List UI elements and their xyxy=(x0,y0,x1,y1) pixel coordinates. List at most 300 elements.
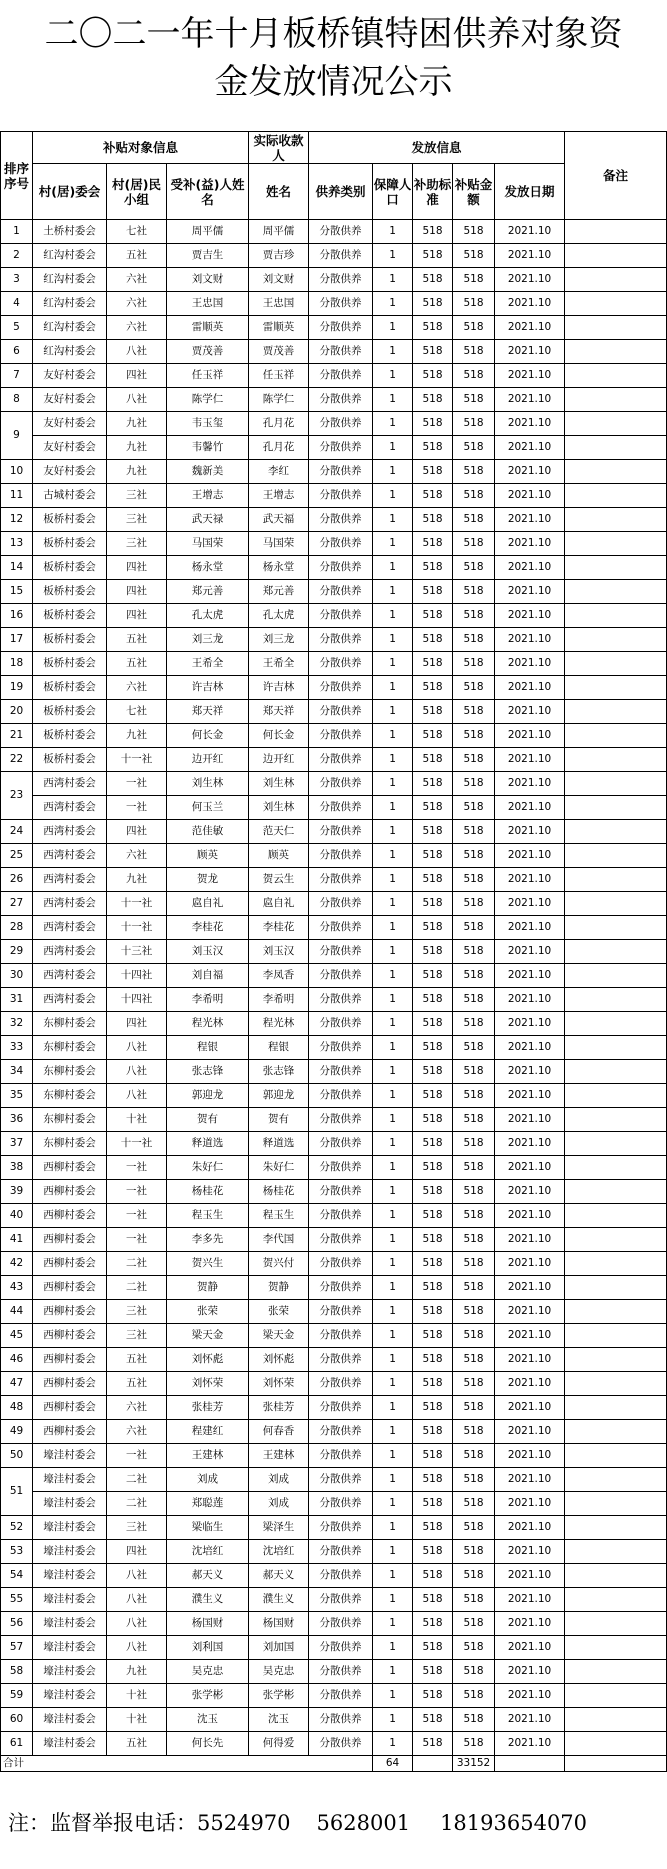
remark-cell xyxy=(565,1516,667,1540)
table-row xyxy=(1,484,667,508)
team-cell: 四社 xyxy=(107,604,167,628)
remark-cell xyxy=(565,1228,667,1252)
category-cell: 分散供养 xyxy=(309,724,373,748)
amount-cell: 518 xyxy=(453,1516,495,1540)
table-row xyxy=(1,964,667,988)
standard-cell: 518 xyxy=(413,1732,453,1756)
payee-cell: 杨桂花 xyxy=(249,1180,309,1204)
team-cell: 四社 xyxy=(107,1540,167,1564)
village-cell: 板桥村委会 xyxy=(33,604,107,628)
category-cell: 分散供养 xyxy=(309,1372,373,1396)
remark-cell xyxy=(565,1708,667,1732)
payee-cell: 王忠国 xyxy=(249,292,309,316)
remark-cell xyxy=(565,1060,667,1084)
category-cell: 分散供养 xyxy=(309,868,373,892)
date-cell: 2021.10 xyxy=(495,1348,565,1372)
village-cell: 壕洼村委会 xyxy=(33,1516,107,1540)
amount-cell: 518 xyxy=(453,1636,495,1660)
seq-cell: 41 xyxy=(1,1228,33,1252)
date-cell: 2021.10 xyxy=(495,1588,565,1612)
date-cell: 2021.10 xyxy=(495,1636,565,1660)
team-cell: 五社 xyxy=(107,1372,167,1396)
amount-cell: 518 xyxy=(453,340,495,364)
total-amount: 33152 xyxy=(453,1756,495,1772)
amount-cell: 518 xyxy=(453,1060,495,1084)
category-cell: 分散供养 xyxy=(309,1420,373,1444)
recipient-cell: 刘怀荣 xyxy=(167,1372,249,1396)
category-cell: 分散供养 xyxy=(309,1612,373,1636)
date-cell: 2021.10 xyxy=(495,1036,565,1060)
table-row xyxy=(1,436,667,460)
seq-cell: 23 xyxy=(1,772,33,820)
seq-cell: 28 xyxy=(1,916,33,940)
category-cell: 分散供养 xyxy=(309,532,373,556)
date-cell: 2021.10 xyxy=(495,436,565,460)
table-row xyxy=(1,1564,667,1588)
amount-cell: 518 xyxy=(453,1444,495,1468)
amount-cell: 518 xyxy=(453,364,495,388)
recipient-cell: 任玉祥 xyxy=(167,364,249,388)
header-category: 供养类别 xyxy=(309,164,373,220)
date-cell: 2021.10 xyxy=(495,1492,565,1516)
population-cell: 1 xyxy=(373,1132,413,1156)
standard-cell: 518 xyxy=(413,916,453,940)
amount-cell: 518 xyxy=(453,1732,495,1756)
population-cell: 1 xyxy=(373,844,413,868)
village-cell: 板桥村委会 xyxy=(33,724,107,748)
team-cell: 五社 xyxy=(107,244,167,268)
village-cell: 板桥村委会 xyxy=(33,556,107,580)
population-cell: 1 xyxy=(373,1324,413,1348)
population-cell: 1 xyxy=(373,1012,413,1036)
amount-cell: 518 xyxy=(453,724,495,748)
team-cell: 三社 xyxy=(107,532,167,556)
table-row xyxy=(1,1636,667,1660)
seq-cell: 3 xyxy=(1,268,33,292)
remark-cell xyxy=(565,460,667,484)
remark-cell xyxy=(565,748,667,772)
payee-cell: 贺静 xyxy=(249,1276,309,1300)
recipient-cell: 刘生林 xyxy=(167,772,249,796)
remark-cell xyxy=(565,388,667,412)
remark-cell xyxy=(565,1324,667,1348)
village-cell: 西柳村委会 xyxy=(33,1276,107,1300)
standard-cell: 518 xyxy=(413,412,453,436)
amount-cell: 518 xyxy=(453,1612,495,1636)
category-cell: 分散供养 xyxy=(309,1468,373,1492)
category-cell: 分散供养 xyxy=(309,1540,373,1564)
table-row xyxy=(1,1708,667,1732)
payee-cell: 王建林 xyxy=(249,1444,309,1468)
seq-cell: 49 xyxy=(1,1420,33,1444)
date-cell: 2021.10 xyxy=(495,724,565,748)
recipient-cell: 刘文财 xyxy=(167,268,249,292)
recipient-cell: 杨永堂 xyxy=(167,556,249,580)
amount-cell: 518 xyxy=(453,388,495,412)
standard-cell: 518 xyxy=(413,1060,453,1084)
table-row xyxy=(1,364,667,388)
village-cell: 壕洼村委会 xyxy=(33,1708,107,1732)
payee-cell: 刘生林 xyxy=(249,796,309,820)
payee-cell: 顾英 xyxy=(249,844,309,868)
population-cell: 1 xyxy=(373,1444,413,1468)
standard-cell: 518 xyxy=(413,820,453,844)
category-cell: 分散供养 xyxy=(309,1036,373,1060)
amount-cell: 518 xyxy=(453,916,495,940)
population-cell: 1 xyxy=(373,364,413,388)
standard-cell: 518 xyxy=(413,796,453,820)
team-cell: 六社 xyxy=(107,1420,167,1444)
standard-cell: 518 xyxy=(413,1324,453,1348)
village-cell: 壕洼村委会 xyxy=(33,1444,107,1468)
amount-cell: 518 xyxy=(453,796,495,820)
population-cell: 1 xyxy=(373,1060,413,1084)
standard-cell: 518 xyxy=(413,580,453,604)
table-row xyxy=(1,1108,667,1132)
payee-cell: 刘文财 xyxy=(249,268,309,292)
standard-cell: 518 xyxy=(413,1252,453,1276)
village-cell: 西柳村委会 xyxy=(33,1300,107,1324)
recipient-cell: 郑天祥 xyxy=(167,700,249,724)
header-date: 发放日期 xyxy=(495,164,565,220)
table-row xyxy=(1,1012,667,1036)
payee-cell: 李希明 xyxy=(249,988,309,1012)
village-cell: 红沟村委会 xyxy=(33,244,107,268)
village-cell: 板桥村委会 xyxy=(33,748,107,772)
table-row xyxy=(1,1660,667,1684)
table-row xyxy=(1,1084,667,1108)
table-row xyxy=(1,292,667,316)
table-row xyxy=(1,1204,667,1228)
seq-cell: 34 xyxy=(1,1060,33,1084)
category-cell: 分散供养 xyxy=(309,1012,373,1036)
payee-cell: 刘三龙 xyxy=(249,628,309,652)
remark-cell xyxy=(565,1588,667,1612)
seq-cell: 19 xyxy=(1,676,33,700)
table-row xyxy=(1,412,667,436)
village-cell: 土桥村委会 xyxy=(33,220,107,244)
village-cell: 红沟村委会 xyxy=(33,340,107,364)
date-cell: 2021.10 xyxy=(495,292,565,316)
standard-cell: 518 xyxy=(413,724,453,748)
village-cell: 友好村委会 xyxy=(33,388,107,412)
population-cell: 1 xyxy=(373,868,413,892)
recipient-cell: 刘三龙 xyxy=(167,628,249,652)
standard-cell: 518 xyxy=(413,988,453,1012)
date-cell: 2021.10 xyxy=(495,340,565,364)
standard-cell: 518 xyxy=(413,1708,453,1732)
recipient-cell: 刘自福 xyxy=(167,964,249,988)
payee-cell: 杨国财 xyxy=(249,1612,309,1636)
remark-cell xyxy=(565,508,667,532)
remark-cell xyxy=(565,1468,667,1492)
payee-cell: 雷顺英 xyxy=(249,316,309,340)
payee-cell: 周平儒 xyxy=(249,220,309,244)
amount-cell: 518 xyxy=(453,1468,495,1492)
table-row xyxy=(1,1180,667,1204)
table-row xyxy=(1,796,667,820)
payee-cell: 张志锋 xyxy=(249,1060,309,1084)
team-cell: 十社 xyxy=(107,1684,167,1708)
date-cell: 2021.10 xyxy=(495,484,565,508)
category-cell: 分散供养 xyxy=(309,676,373,700)
amount-cell: 518 xyxy=(453,1180,495,1204)
population-cell: 1 xyxy=(373,1372,413,1396)
standard-cell: 518 xyxy=(413,508,453,532)
table-row xyxy=(1,844,667,868)
amount-cell: 518 xyxy=(453,412,495,436)
population-cell: 1 xyxy=(373,220,413,244)
seq-cell: 10 xyxy=(1,460,33,484)
village-cell: 古城村委会 xyxy=(33,484,107,508)
remark-cell xyxy=(565,1012,667,1036)
table-row xyxy=(1,988,667,1012)
category-cell: 分散供养 xyxy=(309,1276,373,1300)
date-cell: 2021.10 xyxy=(495,1444,565,1468)
remark-cell xyxy=(565,580,667,604)
standard-cell: 518 xyxy=(413,1612,453,1636)
recipient-cell: 贾茂善 xyxy=(167,340,249,364)
population-cell: 1 xyxy=(373,1276,413,1300)
seq-cell: 40 xyxy=(1,1204,33,1228)
recipient-cell: 程光林 xyxy=(167,1012,249,1036)
village-cell: 西湾村委会 xyxy=(33,868,107,892)
header-recipient: 受补(益)人姓名 xyxy=(167,164,249,220)
standard-cell: 518 xyxy=(413,868,453,892)
village-cell: 西柳村委会 xyxy=(33,1324,107,1348)
date-cell: 2021.10 xyxy=(495,844,565,868)
date-cell: 2021.10 xyxy=(495,1660,565,1684)
population-cell: 1 xyxy=(373,316,413,340)
remark-cell xyxy=(565,1660,667,1684)
team-cell: 二社 xyxy=(107,1492,167,1516)
standard-cell: 518 xyxy=(413,292,453,316)
village-cell: 西柳村委会 xyxy=(33,1348,107,1372)
remark-cell xyxy=(565,484,667,508)
village-cell: 西湾村委会 xyxy=(33,940,107,964)
remark-cell xyxy=(565,796,667,820)
payee-cell: 刘生林 xyxy=(249,772,309,796)
category-cell: 分散供养 xyxy=(309,1228,373,1252)
village-cell: 壕洼村委会 xyxy=(33,1660,107,1684)
village-cell: 西柳村委会 xyxy=(33,1396,107,1420)
amount-cell: 518 xyxy=(453,1084,495,1108)
village-cell: 壕洼村委会 xyxy=(33,1636,107,1660)
amount-cell: 518 xyxy=(453,1012,495,1036)
category-cell: 分散供养 xyxy=(309,916,373,940)
date-cell: 2021.10 xyxy=(495,796,565,820)
standard-cell: 518 xyxy=(413,844,453,868)
table-row xyxy=(1,892,667,916)
seq-cell: 21 xyxy=(1,724,33,748)
remark-cell xyxy=(565,1732,667,1756)
category-cell: 分散供养 xyxy=(309,796,373,820)
category-cell: 分散供养 xyxy=(309,220,373,244)
team-cell: 四社 xyxy=(107,1012,167,1036)
village-cell: 壕洼村委会 xyxy=(33,1468,107,1492)
remark-cell xyxy=(565,340,667,364)
seq-cell: 46 xyxy=(1,1348,33,1372)
population-cell: 1 xyxy=(373,244,413,268)
village-cell: 西湾村委会 xyxy=(33,988,107,1012)
seq-cell: 51 xyxy=(1,1468,33,1516)
header-seq: 排序序号 xyxy=(1,132,33,220)
recipient-cell: 张志锋 xyxy=(167,1060,249,1084)
recipient-cell: 刘利国 xyxy=(167,1636,249,1660)
table-row xyxy=(1,1036,667,1060)
recipient-cell: 魏新美 xyxy=(167,460,249,484)
team-cell: 十一社 xyxy=(107,892,167,916)
village-cell: 西柳村委会 xyxy=(33,1420,107,1444)
remark-cell xyxy=(565,1036,667,1060)
recipient-cell: 武天禄 xyxy=(167,508,249,532)
amount-cell: 518 xyxy=(453,1348,495,1372)
remark-cell xyxy=(565,1348,667,1372)
amount-cell: 518 xyxy=(453,1156,495,1180)
payee-cell: 刘玉汉 xyxy=(249,940,309,964)
population-cell: 1 xyxy=(373,388,413,412)
category-cell: 分散供养 xyxy=(309,1300,373,1324)
village-cell: 友好村委会 xyxy=(33,412,107,436)
standard-cell: 518 xyxy=(413,748,453,772)
population-cell: 1 xyxy=(373,268,413,292)
date-cell: 2021.10 xyxy=(495,508,565,532)
village-cell: 红沟村委会 xyxy=(33,268,107,292)
recipient-cell: 孔太虎 xyxy=(167,604,249,628)
seq-cell: 32 xyxy=(1,1012,33,1036)
header-remark: 备注 xyxy=(565,132,667,220)
amount-cell: 518 xyxy=(453,1228,495,1252)
population-cell: 1 xyxy=(373,1636,413,1660)
recipient-cell: 刘怀彪 xyxy=(167,1348,249,1372)
team-cell: 十四社 xyxy=(107,964,167,988)
seq-cell: 43 xyxy=(1,1276,33,1300)
recipient-cell: 沈玉 xyxy=(167,1708,249,1732)
seq-cell: 45 xyxy=(1,1324,33,1348)
recipient-cell: 郭迎龙 xyxy=(167,1084,249,1108)
remark-cell xyxy=(565,916,667,940)
standard-cell: 518 xyxy=(413,1084,453,1108)
team-cell: 一社 xyxy=(107,772,167,796)
recipient-cell: 陈学仁 xyxy=(167,388,249,412)
category-cell: 分散供养 xyxy=(309,1588,373,1612)
village-cell: 壕洼村委会 xyxy=(33,1612,107,1636)
date-cell: 2021.10 xyxy=(495,988,565,1012)
amount-cell: 518 xyxy=(453,628,495,652)
remark-cell xyxy=(565,724,667,748)
standard-cell: 518 xyxy=(413,1276,453,1300)
village-cell: 东柳村委会 xyxy=(33,1012,107,1036)
recipient-cell: 边开红 xyxy=(167,748,249,772)
recipient-cell: 韦玉玺 xyxy=(167,412,249,436)
standard-cell: 518 xyxy=(413,1108,453,1132)
village-cell: 西湾村委会 xyxy=(33,844,107,868)
seq-cell: 44 xyxy=(1,1300,33,1324)
population-cell: 1 xyxy=(373,1084,413,1108)
date-cell: 2021.10 xyxy=(495,1156,565,1180)
recipient-cell: 马国荣 xyxy=(167,532,249,556)
population-cell: 1 xyxy=(373,604,413,628)
remark-cell xyxy=(565,1492,667,1516)
table-row xyxy=(1,460,667,484)
village-cell: 西湾村委会 xyxy=(33,796,107,820)
recipient-cell: 范佳敏 xyxy=(167,820,249,844)
standard-cell: 518 xyxy=(413,556,453,580)
village-cell: 壕洼村委会 xyxy=(33,1540,107,1564)
payee-cell: 沈玉 xyxy=(249,1708,309,1732)
seq-cell: 55 xyxy=(1,1588,33,1612)
table-row xyxy=(1,604,667,628)
table-row xyxy=(1,1540,667,1564)
category-cell: 分散供养 xyxy=(309,1444,373,1468)
remark-cell xyxy=(565,412,667,436)
village-cell: 西柳村委会 xyxy=(33,1252,107,1276)
population-cell: 1 xyxy=(373,940,413,964)
team-cell: 七社 xyxy=(107,220,167,244)
date-cell: 2021.10 xyxy=(495,460,565,484)
amount-cell: 518 xyxy=(453,220,495,244)
table-row xyxy=(1,1732,667,1756)
team-cell: 六社 xyxy=(107,676,167,700)
payee-cell: 武天福 xyxy=(249,508,309,532)
standard-cell: 518 xyxy=(413,532,453,556)
team-cell: 十四社 xyxy=(107,988,167,1012)
population-cell: 1 xyxy=(373,652,413,676)
amount-cell: 518 xyxy=(453,1252,495,1276)
category-cell: 分散供养 xyxy=(309,484,373,508)
payee-cell: 梁泽生 xyxy=(249,1516,309,1540)
population-cell: 1 xyxy=(373,340,413,364)
payee-cell: 郑天祥 xyxy=(249,700,309,724)
team-cell: 四社 xyxy=(107,364,167,388)
table-row xyxy=(1,1468,667,1492)
population-cell: 1 xyxy=(373,964,413,988)
table-row xyxy=(1,1492,667,1516)
note-prefix: 注：监督举报电话： xyxy=(8,1811,197,1835)
seq-cell: 39 xyxy=(1,1180,33,1204)
amount-cell: 518 xyxy=(453,652,495,676)
remark-cell xyxy=(565,1564,667,1588)
seq-cell: 22 xyxy=(1,748,33,772)
standard-cell: 518 xyxy=(413,1228,453,1252)
population-cell: 1 xyxy=(373,1492,413,1516)
population-cell: 1 xyxy=(373,1228,413,1252)
seq-cell: 30 xyxy=(1,964,33,988)
seq-cell: 24 xyxy=(1,820,33,844)
payee-cell: 沈培红 xyxy=(249,1540,309,1564)
category-cell: 分散供养 xyxy=(309,268,373,292)
team-cell: 九社 xyxy=(107,412,167,436)
recipient-cell: 何长先 xyxy=(167,1732,249,1756)
team-cell: 十一社 xyxy=(107,1132,167,1156)
table-row xyxy=(1,628,667,652)
recipient-cell: 沈培红 xyxy=(167,1540,249,1564)
payee-cell: 孔月花 xyxy=(249,412,309,436)
seq-cell: 18 xyxy=(1,652,33,676)
population-cell: 1 xyxy=(373,508,413,532)
standard-cell: 518 xyxy=(413,604,453,628)
standard-cell: 518 xyxy=(413,1396,453,1420)
remark-cell xyxy=(565,316,667,340)
date-cell: 2021.10 xyxy=(495,1684,565,1708)
recipient-cell: 许吉林 xyxy=(167,676,249,700)
recipient-cell: 张学彬 xyxy=(167,1684,249,1708)
date-cell: 2021.10 xyxy=(495,1540,565,1564)
table-row xyxy=(1,1588,667,1612)
standard-cell: 518 xyxy=(413,700,453,724)
date-cell: 2021.10 xyxy=(495,748,565,772)
date-cell: 2021.10 xyxy=(495,1108,565,1132)
